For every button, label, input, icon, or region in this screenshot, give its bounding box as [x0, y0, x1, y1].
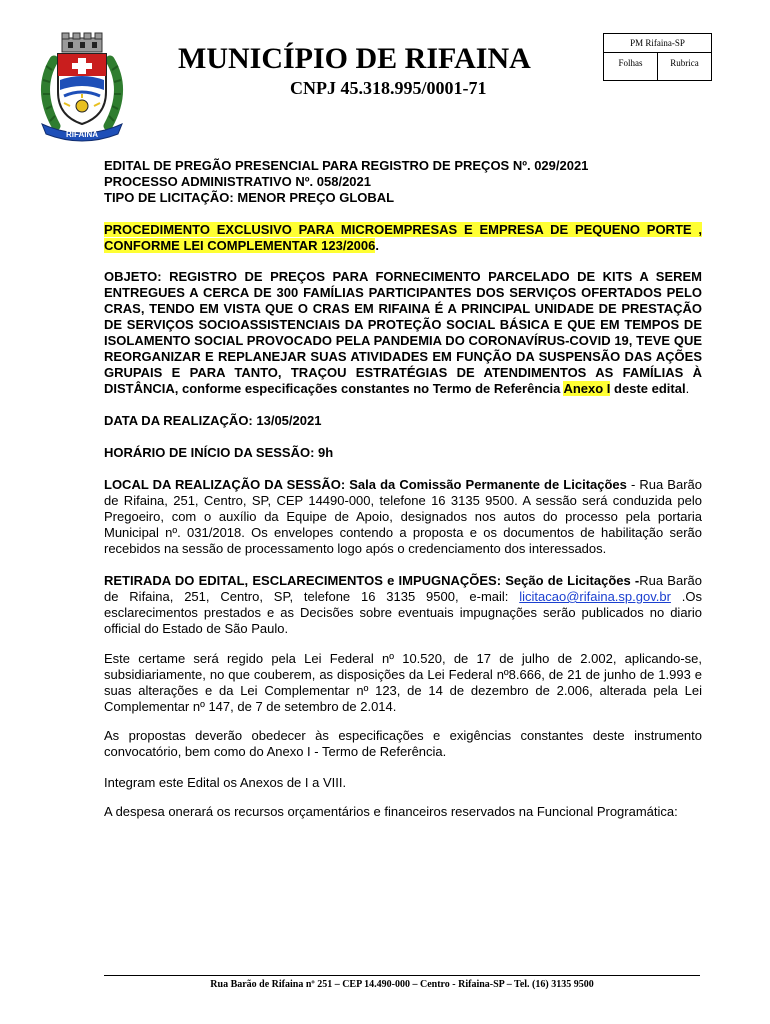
document-body: [104, 158, 702, 820]
propostas-paragraph: As propostas deverão obedecer às especificações e exigências constantes deste instrumento convocatório, bem como do Anexo I - Termo de Referência.: [104, 728, 702, 759]
municipal-coat-of-arms-icon: [34, 30, 130, 142]
data-realizacao: DATA DA REALIZAÇÃO: 13/05/2021: [104, 413, 322, 428]
objeto-paragraph: OBJETO: REGISTRO DE PREÇOS PARA FORNECIMENTO PARCELADO DE KITS A SEREM ENTREGUES A CERCA DE 300 FAMÍLIAS PARTICIPANTES DOS SERVIÇOS OFERTADOS PELO CRAS, TENDO EM VISTA QUE O CRAS EM RIFAINA É A PRINCIPAL UNIDADE DE PRESTAÇÃO DE SERVIÇOS SOCIOASSISTENCIAIS DA PROTEÇÃO SOCIAL BÁSICA E QUE EM TEMPOS DE ISOLAMENTO SOCIAL PROVOCADO PELA PANDEMIA DO CORONAVÍRUS-COVID 19, TEVE QUE REORGANIZAR E REPLANEJAR SUAS ATIVIDADES EM FUNÇÃO DA SUSPENSÃO DAS AÇÕES GRUPAIS E PARA TANTO, TRAÇOU ESTRATÉGIAS DE ATENDIMENTOS AS FAMÍLIAS À DISTÂNCIA, conforme especificações constantes no Termo de Referência Anexo I deste edital.: [104, 269, 702, 396]
email-link[interactable]: licitacao@rifaina.sp.gov.br: [519, 589, 671, 604]
stamp-folhas: Folhas: [618, 58, 643, 68]
local-label: LOCAL DA REALIZAÇÃO DA SESSÃO: Sala da Comissão Permanente de Licitações: [104, 477, 627, 492]
footer-address: Rua Barão de Rifaina nº 251 – CEP 14.490-000 – Centro - Rifaina-SP – Tel. (16) 3135 9500: [210, 979, 594, 990]
anexos-paragraph: Integram este Edital os Anexos de I a VIII.: [104, 775, 347, 790]
procedimento-highlight: PROCEDIMENTO EXCLUSIVO PARA MICROEMPRESAS E EMPRESA DE PEQUENO PORTE , CONFORME LEI COMPLEMENTAR 123/2006: [104, 222, 702, 253]
page-stamp-box: [603, 33, 712, 81]
procedimento-paragraph: PROCEDIMENTO EXCLUSIVO PARA MICROEMPRESAS E EMPRESA DE PEQUENO PORTE , CONFORME LEI COMPLEMENTAR 123/2006.: [104, 222, 702, 253]
cnpj-number: CNPJ 45.318.995/0001-71: [290, 78, 487, 98]
footer-divider: [104, 975, 700, 976]
certame-paragraph: Este certame será regido pela Lei Federal nº 10.520, de 17 de julho de 2.002, aplicando-se, subsidiariamente, no que couberem, as disposições da Lei Federal nº8.666, de 21 de junho de 1.993 e suas alterações e da Lei Complementar nº 123, de 14 de dezembro de 2.006, alterada pela Lei Complementar nº 147, de 7 de setembro de 2.014.: [104, 651, 702, 714]
horario-sessao: HORÁRIO DE INÍCIO DA SESSÃO: 9h: [104, 445, 334, 460]
retirada-label: RETIRADA DO EDITAL, ESCLARECIMENTOS e IMPUGNAÇÕES: Seção de Licitações -: [104, 573, 640, 588]
tipo-licitacao: TIPO DE LICITAÇÃO: MENOR PREÇO GLOBAL: [104, 190, 395, 205]
edital-number: EDITAL DE PREGÃO PRESENCIAL PARA REGISTRO DE PREÇOS Nº. 029/2021: [104, 158, 589, 173]
stamp-header: PM Rifaina-SP: [604, 34, 711, 53]
anexo-highlight: Anexo I: [563, 381, 611, 396]
retirada-paragraph: RETIRADA DO EDITAL, ESCLARECIMENTOS e IMPUGNAÇÕES: Seção de Licitações -Rua Barão de Rifaina, 251, Centro, SP, telefone 16 3135 9500, e-mail: licitacao@rifaina.sp.gov.br .Os esclarecimentos prestados e as Decisões sobre eventuais impugnações serão publicados no diario official do Estado de São Paulo.: [104, 573, 702, 636]
processo-number: PROCESSO ADMINISTRATIVO Nº. 058/2021: [104, 174, 371, 189]
stamp-rubrica: Rubrica: [657, 53, 711, 80]
crest-ribbon-label: RIFAINA: [66, 130, 98, 139]
local-paragraph: LOCAL DA REALIZAÇÃO DA SESSÃO: Sala da Comissão Permanente de Licitações - Rua Barão de Rifaina, 251, Centro, SP, CEP 14490-000, telefone 16 3135 9500. A sessão será conduzida pelo Pregoeiro, com o auxílio da Equipe de Apoio, designados nos autos do processo pela portaria Municipal nº. 031/2018. Os envelopes contendo a proposta e os documentos de habilitação serão recebidos na sessão de processamento logo após o credenciamento dos interessados.: [104, 477, 702, 556]
despesa-paragraph: A despesa onerará os recursos orçamentários e financeiros reservados na Funcional Programática:: [104, 804, 678, 819]
municipality-title: MUNICÍPIO DE RIFAINA: [178, 42, 531, 75]
